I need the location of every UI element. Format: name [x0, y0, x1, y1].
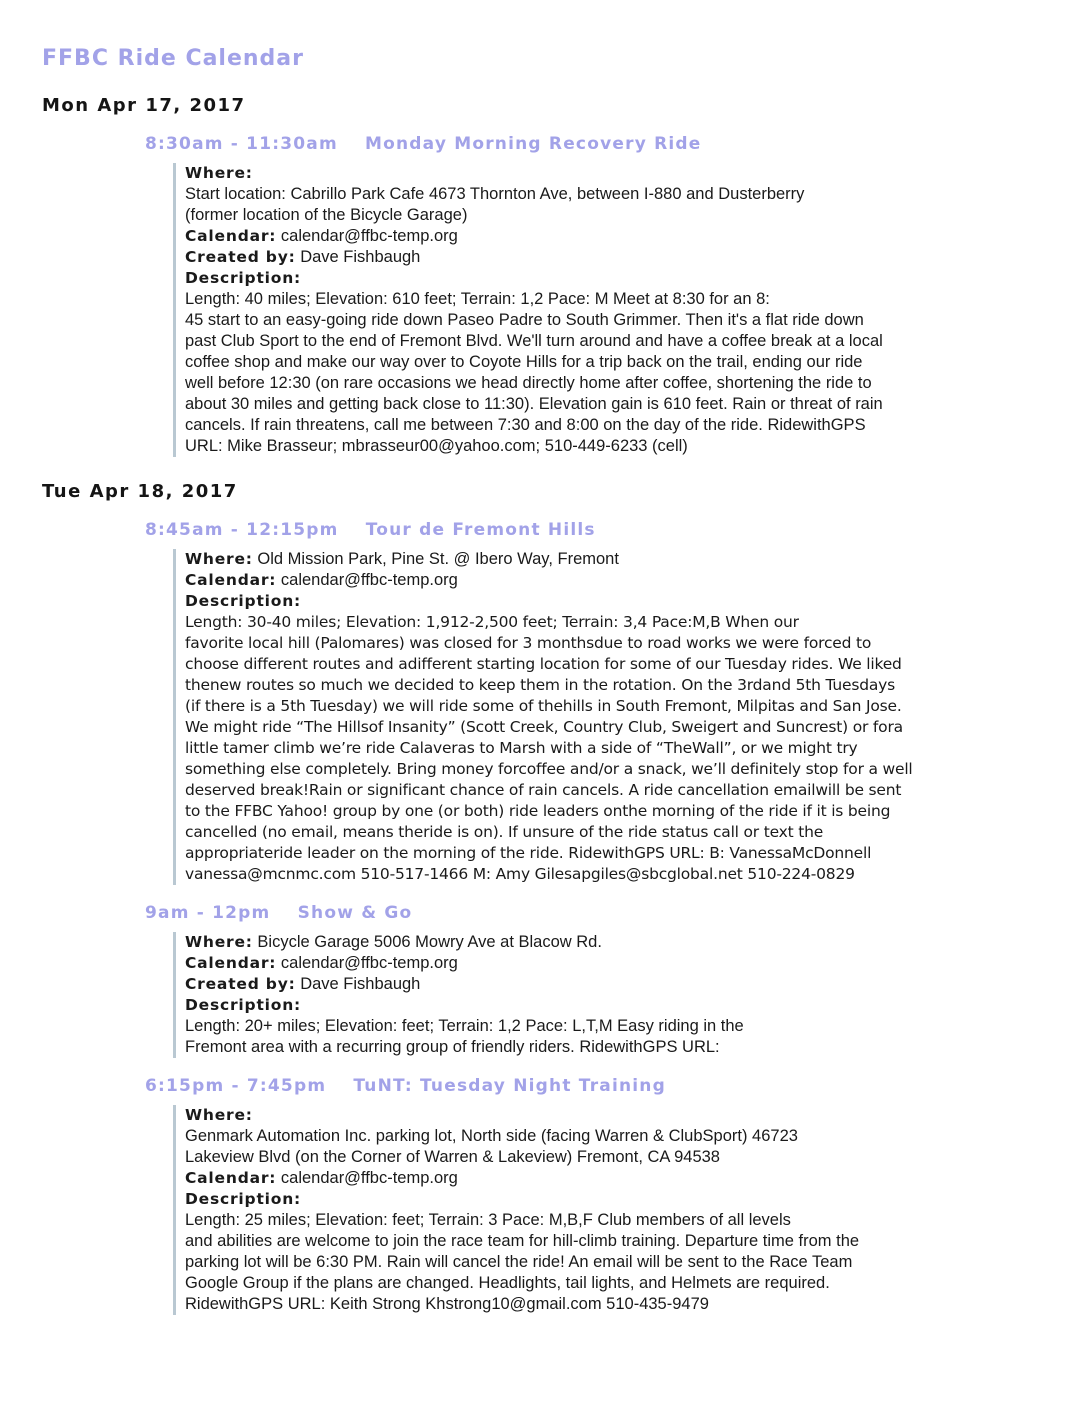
event-heading [145, 520, 1088, 540]
field-label: Where: [185, 1106, 253, 1124]
detail-line [185, 331, 1058, 352]
detail-line [185, 1231, 1058, 1252]
field-text: Dave Fishbaugh [300, 248, 421, 266]
detail-line [185, 163, 1058, 184]
field-text: and abilities are welcome to join the race team for hill-climb training. Departure time from the [185, 1232, 860, 1250]
detail-line [185, 995, 1058, 1016]
field-text: something else completely. Bring money forcoffee and/or a snack, we’ll definitely stop for a well [185, 760, 913, 778]
detail-line [185, 654, 1058, 675]
detail-line [185, 612, 1058, 633]
detail-line [185, 226, 1058, 247]
detail-line [185, 1273, 1058, 1294]
field-label: Created by: [185, 248, 296, 266]
detail-line [185, 247, 1058, 268]
field-text: Lakeview Blvd (on the Corner of Warren & Lakeview) Fremont, CA 94538 [185, 1148, 720, 1166]
detail-line [185, 633, 1058, 654]
field-label: Description: [185, 996, 302, 1014]
detail-line [185, 953, 1058, 974]
event-heading [145, 903, 1088, 923]
detail-line [185, 549, 1058, 570]
field-text: Bicycle Garage 5006 Mowry Ave at Blacow Rd. [257, 933, 602, 951]
field-label: Description: [185, 592, 302, 610]
detail-line [185, 1252, 1058, 1273]
event-heading [145, 1076, 1088, 1096]
detail-line [185, 1126, 1058, 1147]
detail-line [185, 675, 1058, 696]
detail-line [185, 591, 1058, 612]
detail-line [185, 268, 1058, 289]
event-time: 9am - 12pm [145, 903, 271, 923]
detail-line [185, 310, 1058, 331]
event-title: Monday Morning Recovery Ride [365, 134, 702, 154]
field-text: well before 12:30 (on rare occasions we head directly home after coffee, shortening the ride to [185, 374, 872, 392]
detail-line [185, 822, 1058, 843]
detail-line [185, 696, 1058, 717]
field-text: past Club Sport to the end of Fremont Blvd. We'll turn around and have a coffee break at a local [185, 332, 883, 350]
field-text: about 30 miles and getting back close to 11:30). Elevation gain is 610 feet. Rain or threat of rain [185, 395, 883, 413]
detail-line [185, 864, 1058, 885]
field-text: calendar@ffbc-temp.org [280, 227, 458, 245]
page-title: FFBC Ride Calendar [42, 46, 304, 71]
field-text: little tamer climb we’re ride Calaveras to Marsh with a side of “TheWall”, or we might try [185, 739, 858, 757]
detail-line [185, 717, 1058, 738]
detail-line [185, 1037, 1058, 1058]
field-text: calendar@ffbc-temp.org [280, 571, 458, 589]
field-label: Where: [185, 933, 253, 951]
field-label: Description: [185, 1190, 302, 1208]
event-show-and-go [0, 903, 1088, 1058]
detail-line [185, 1168, 1058, 1189]
detail-line [185, 974, 1058, 995]
event-title: Tour de Fremont Hills [365, 520, 596, 540]
event-details [173, 1105, 1058, 1315]
detail-line [185, 415, 1058, 436]
detail-line [185, 738, 1058, 759]
field-text: Fremont area with a recurring group of friendly riders. RidewithGPS URL: [185, 1038, 720, 1056]
detail-line [185, 843, 1058, 864]
field-text: Start location: Cabrillo Park Cafe 4673 Thornton Ave, between I-880 and Dusterberry [185, 185, 805, 203]
detail-line [185, 436, 1058, 457]
field-text: RidewithGPS URL: Keith Strong Khstrong10@gmail.com 510-435-9479 [185, 1295, 709, 1313]
field-text: Length: 30-40 miles; Elevation: 1,912-2,500 feet; Terrain: 3,4 Pace:M,B When our [185, 613, 799, 631]
field-label: Where: [185, 550, 253, 568]
field-text: calendar@ffbc-temp.org [280, 954, 458, 972]
detail-line [185, 932, 1058, 953]
field-label: Calendar: [185, 571, 277, 589]
event-details [173, 932, 1058, 1058]
detail-line [185, 759, 1058, 780]
detail-line [185, 1105, 1058, 1126]
event-title: Show & Go [297, 903, 413, 923]
field-text: (if there is a 5th Tuesday) we will ride some of thehills in South Fremont, Milpitas and San Jose. [185, 697, 902, 715]
day-section-mon-apr-17 [0, 95, 1088, 457]
event-tunt-tuesday-night-training [0, 1076, 1088, 1315]
field-label: Calendar: [185, 1169, 277, 1187]
detail-line [185, 780, 1058, 801]
detail-line [185, 289, 1058, 310]
field-text: We might ride “The Hillsof Insanity” (Scott Creek, Country Club, Sweigert and Suncrest) or fora [185, 718, 903, 736]
detail-line [185, 184, 1058, 205]
date-heading: Mon Apr 17, 2017 [42, 95, 246, 116]
field-text: thenew routes so much we decided to keep them in the rotation. On the 3rdand 5th Tuesdays [185, 676, 896, 694]
detail-line [185, 394, 1058, 415]
detail-line [185, 1210, 1058, 1231]
field-text: vanessa@mcnmc.com 510-517-1466 M: Amy Gilesapgiles@sbcglobal.net 510-224-0829 [185, 865, 855, 883]
event-title: TuNT: Tuesday Night Training [353, 1076, 666, 1096]
field-text: cancelled (no email, means theride is on). If unsure of the ride status call or text the [185, 823, 824, 841]
day-section-tue-apr-18 [0, 481, 1088, 1315]
detail-line [185, 801, 1058, 822]
event-tour-de-fremont-hills [0, 520, 1088, 885]
field-text: Old Mission Park, Pine St. @ Ibero Way, Fremont [257, 550, 619, 568]
field-text: choose different routes and adifferent starting location for some of our Tuesday rides. We liked [185, 655, 902, 673]
field-text: Length: 40 miles; Elevation: 610 feet; Terrain: 1,2 Pace: M Meet at 8:30 for an 8: [185, 290, 770, 308]
detail-line [185, 1016, 1058, 1037]
field-text: Length: 20+ miles; Elevation: feet; Terrain: 1,2 Pace: L,T,M Easy riding in the [185, 1017, 744, 1035]
field-text: (former location of the Bicycle Garage) [185, 206, 468, 224]
field-text: appropriateride leader on the morning of the ride. RidewithGPS URL: B: VanessaMcDonnell [185, 844, 872, 862]
field-text: Genmark Automation Inc. parking lot, North side (facing Warren & ClubSport) 46723 [185, 1127, 798, 1145]
field-text: 45 start to an easy-going ride down Paseo Padre to South Grimmer. Then it's a flat ride down [185, 311, 864, 329]
detail-line [185, 1189, 1058, 1210]
field-text: Length: 25 miles; Elevation: feet; Terrain: 3 Pace: M,B,F Club members of all levels [185, 1211, 791, 1229]
field-text: favorite local hill (Palomares) was closed for 3 monthsdue to road works we were forced to [185, 634, 872, 652]
field-text: Google Group if the plans are changed. Headlights, tail lights, and Helmets are required. [185, 1274, 830, 1292]
field-text: cancels. If rain threatens, call me between 7:30 and 8:00 on the day of the ride. RidewithGPS [185, 416, 866, 434]
event-details [173, 163, 1058, 457]
detail-line [185, 373, 1058, 394]
field-text: deserved break!Rain or significant chance of rain cancels. A ride cancellation emailwill be sent [185, 781, 902, 799]
field-label: Where: [185, 164, 253, 182]
event-time: 8:45am - 12:15pm [145, 520, 339, 540]
field-text: calendar@ffbc-temp.org [280, 1169, 458, 1187]
field-text: parking lot will be 6:30 PM. Rain will cancel the ride! An email will be sent to the Race Team [185, 1253, 853, 1271]
field-label: Calendar: [185, 954, 277, 972]
event-heading [145, 134, 1088, 154]
detail-line [185, 352, 1058, 373]
field-label: Description: [185, 269, 302, 287]
detail-line [185, 1147, 1058, 1168]
detail-line [185, 570, 1058, 591]
event-details [173, 549, 1058, 885]
date-heading: Tue Apr 18, 2017 [42, 481, 238, 502]
field-text: to the FFBC Yahoo! group by one (or both) ride leaders onthe morning of the ride if it is being [185, 802, 891, 820]
field-text: URL: Mike Brasseur; mbrasseur00@yahoo.com; 510-449-6233 (cell) [185, 437, 688, 455]
detail-line [185, 205, 1058, 226]
field-text: Dave Fishbaugh [300, 975, 421, 993]
field-label: Created by: [185, 975, 296, 993]
field-label: Calendar: [185, 227, 277, 245]
event-time: 8:30am - 11:30am [145, 134, 338, 154]
field-text: coffee shop and make our way over to Coyote Hills for a trip back on the trail, ending our ride [185, 353, 863, 371]
detail-line [185, 1294, 1058, 1315]
event-time: 6:15pm - 7:45pm [145, 1076, 327, 1096]
event-monday-morning-recovery-ride [0, 134, 1088, 457]
